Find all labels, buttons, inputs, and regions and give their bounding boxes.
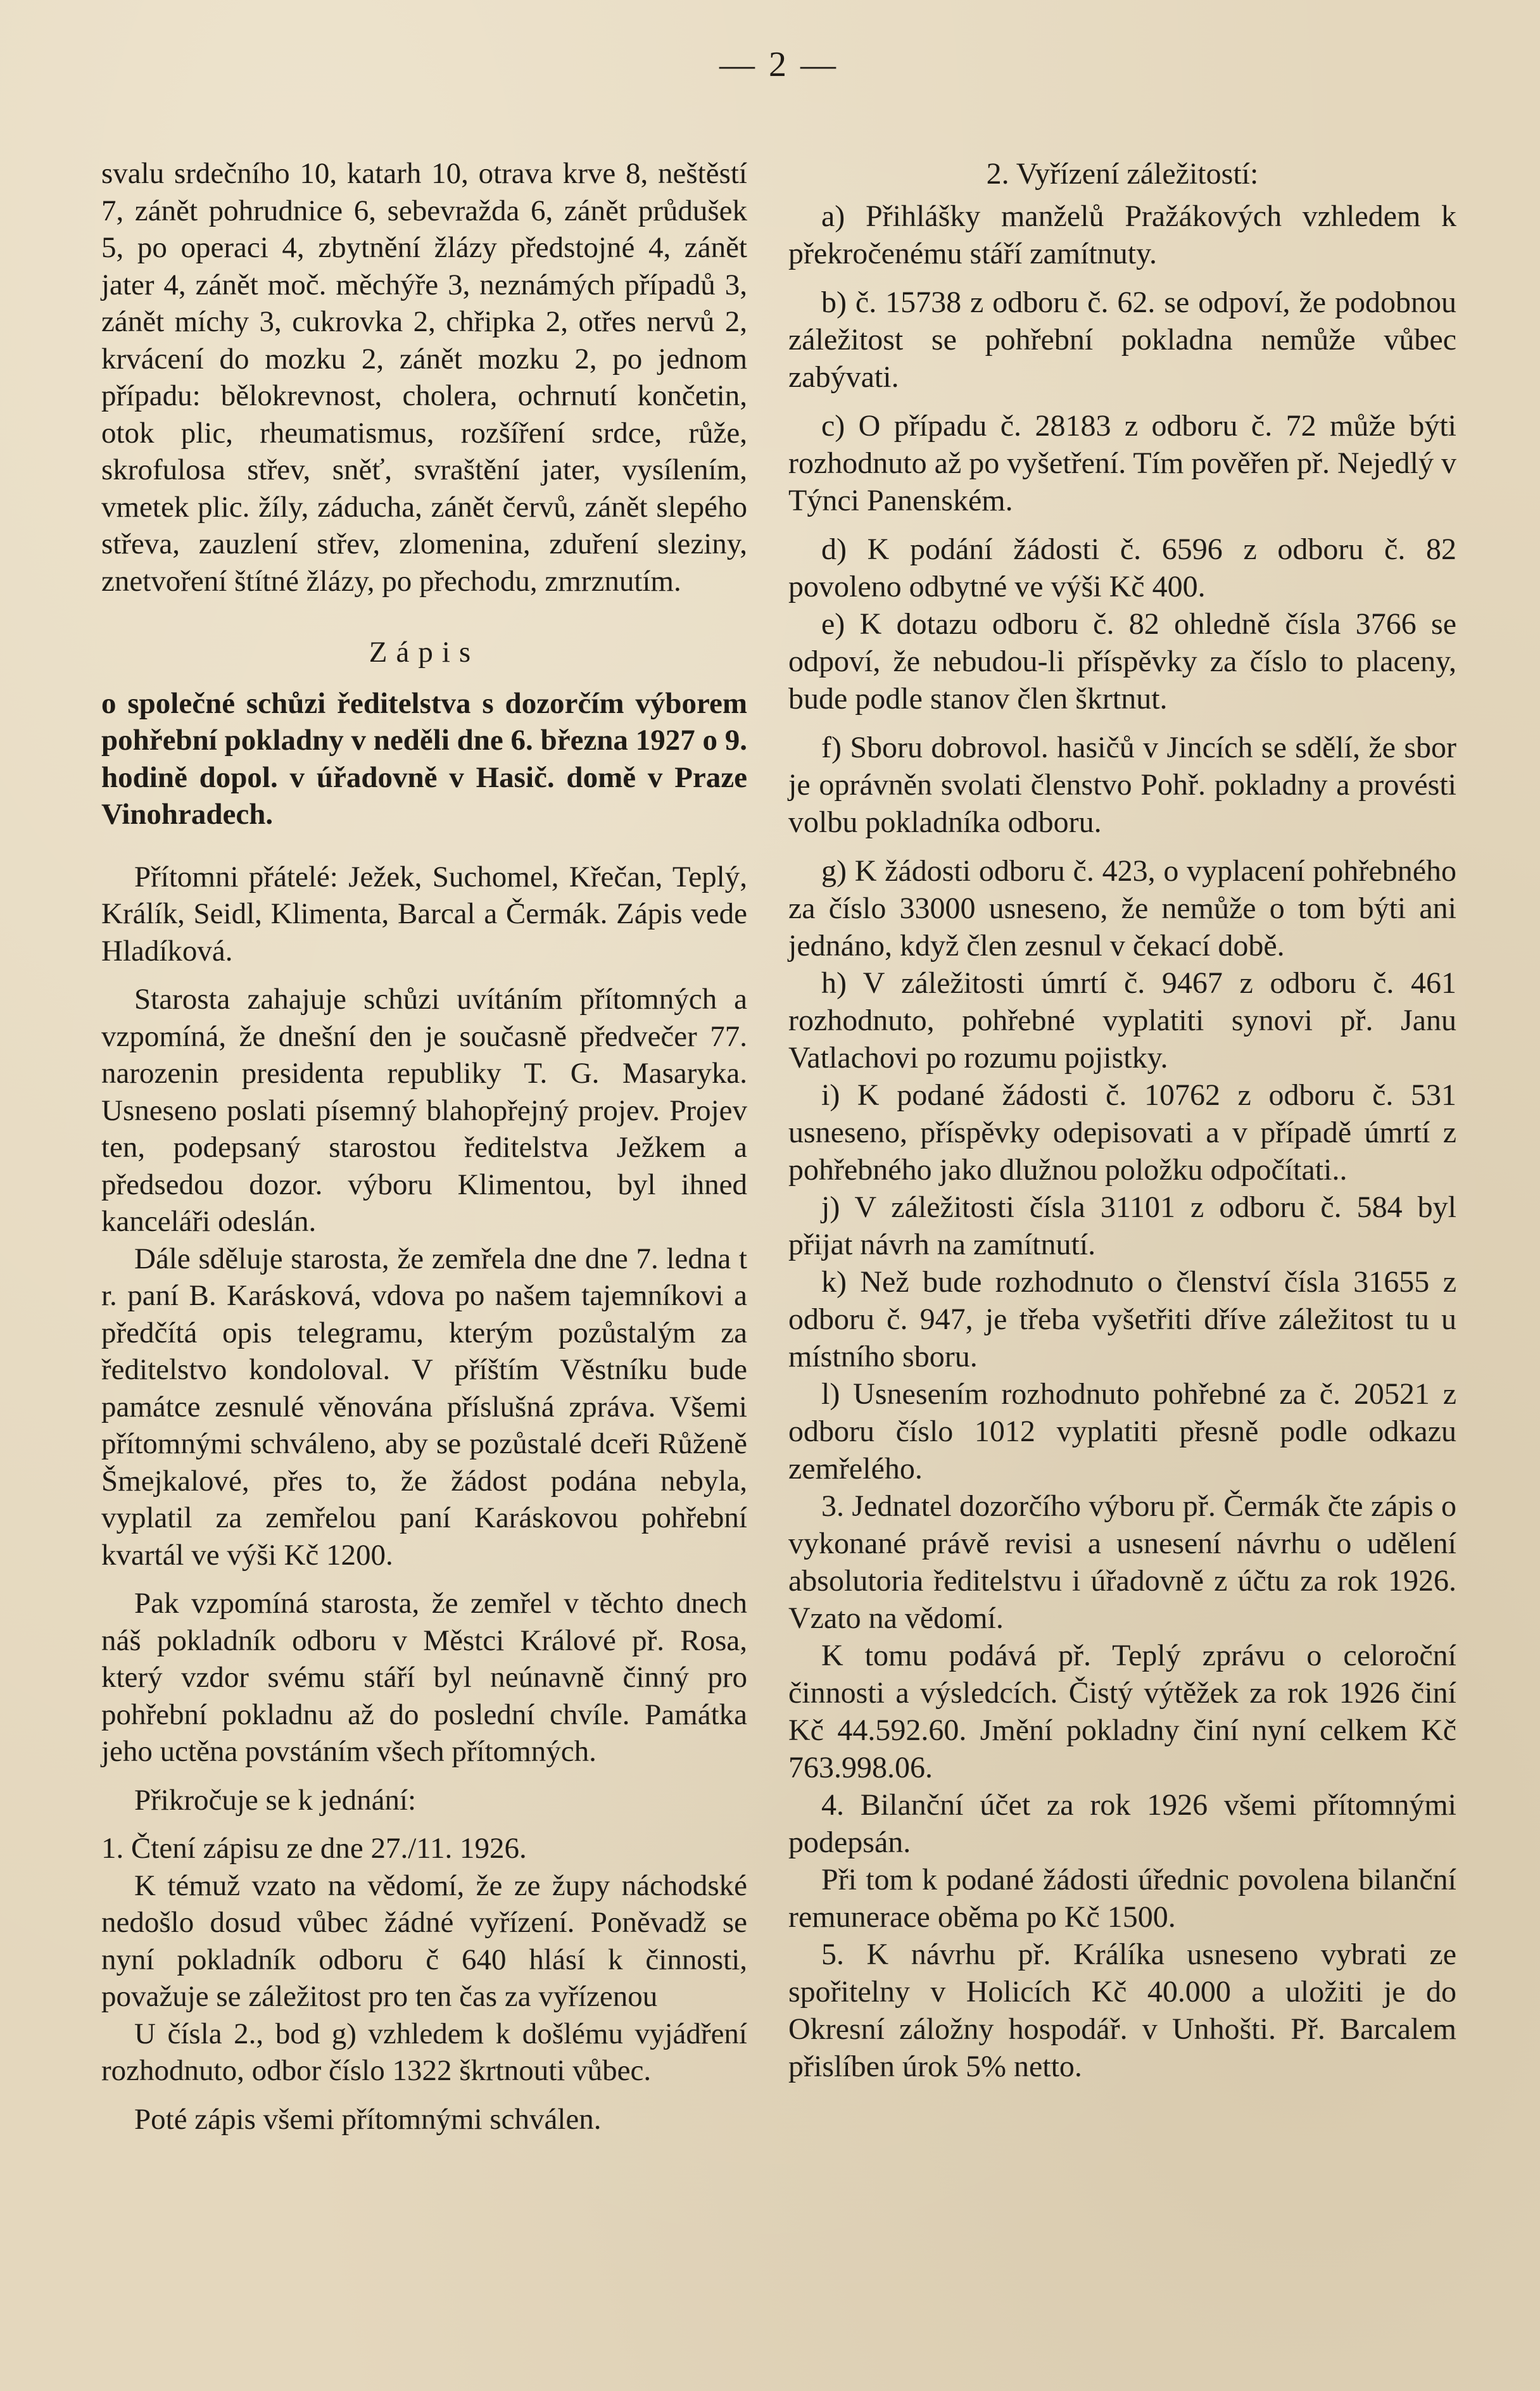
item-2j: j) V záležitosti čísla 31101 z odboru č. 584 byl přijat návrh na zamítnutí.: [788, 1190, 1456, 1261]
item-2c: c) O případu č. 28183 z odboru č. 72 může býti rozhodnuto až po vyšetření. Tím pověřen př. Nejedlý v Týnci Panenském.: [788, 409, 1456, 517]
item-1-paragraph-1: K témuž vzato na vědomí, že ze župy náchodské nedošlo dosud vůbec žádné vyřízení. Poněvadž se nyní pokladník odboru č 640 hlásí k činnosti, považuje se záležitost pro ten čas za vyřízenou: [101, 1869, 747, 2013]
item-1-paragraph-2: U čísla 2., bod g) vzhledem k došlému vyjádření rozhodnuto, odbor číslo 1322 škrtnouti vůbec.: [101, 2017, 747, 2087]
agenda-intro: Přikročuje se k jednání:: [134, 1783, 417, 1817]
item-2a: a) Přihlášky manželů Pražákových vzhledem k překročenému stáří zamítnuty.: [788, 199, 1456, 270]
item-2k: k) Než bude rozhodnuto o členství čísla 31655 z odboru č. 947, je třeba vyšetřiti dříve záležitost tu u místního sboru.: [788, 1265, 1456, 1373]
item-4-remuneration-paragraph: Při tom k podané žádosti úřednic povolena bilanční remunerace oběma po Kč 1500.: [788, 1863, 1456, 1934]
item-3-paragraph: 3. Jednatel dozorčího výboru př. Čermák čte zápis o vykonané právě revisi a usnesení návrhu o udělení absolutoria ředitelstvu i úřadovně z účtu za rok 1926. Vzato na vědomí.: [788, 1489, 1456, 1635]
item-3-report-paragraph: K tomu podává př. Teplý zprávu o celoroční činnosti a výsledcích. Čistý výtěžek za rok 1926 činí Kč 44.592.60. Jmění pokladny činí nyní celkem Kč 763.998.06.: [788, 1639, 1456, 1784]
item-2f: f) Sboru dobrovol. hasičů v Jincích se sdělí, že sbor je oprávněn svolati členstvo Pohř. pokladny a provésti volbu pokladníka odboru.: [788, 731, 1456, 839]
karaskova-paragraph: Dále sděluje starosta, že zemřela dne dne 7. ledna t r. paní B. Karásková, vdova po našem tajemníkovi a předčítá opis telegramu, kterým pozůstalým za ředitelstvo kondoloval. V příštím Věstníku bude památce zesnulé věnována příslušná zpráva. Všemi přítomnými schváleno, aby se pozůstalé dceři Růženě Šmejkalové, přes to, že žádost podána nebyla, vyplatil za zemřelou paní Karáskovou pohřební kvartál ve výši Kč 1200.: [101, 1242, 747, 1572]
item-2b: b) č. 15738 z odboru č. 62. se odpoví, že podobnou záležitost se pohřební pokladna nemůže vůbec zabývati.: [788, 286, 1456, 394]
page-number: — 2 —: [719, 45, 838, 84]
right-column: [788, 155, 1456, 2085]
item-2g: g) K žádosti odboru č. 423, o vyplacení pohřebného za číslo 33000 usneseno, že nemůže o tom býti ani jednáno, když člen zesnul v čekací době.: [788, 854, 1456, 962]
causes-of-death-paragraph: svalu srdečního 10, katarh 10, otrava krve 8, neštěstí 7, zánět pohrudnice 6, sebevražda 6, zánět průdušek 5, po operaci 4, zbytnění žlázy předstojné 4, zánět jater 4, zánět moč. měchýře 3, neznámých případů 3, zánět míchy 3, cukrovka 2, chřipka 2, otřes nervů 2, krvácení do mozku 2, zánět mozku 2, po jednom případu: bělokrevnost, cholera, ochrnutí končetin, otok plic, rheumatismus, rozšíření srdce, růže, skrofulosa střev, sněť, svraštění jater, vysílením, vmetek plic. žíly, záducha, zánět červů, zánět slepého střeva, zauzlení střev, zlomenina, zduření sleziny, znetvoření štítné žlázy, po přechodu, zmrznutím.: [101, 157, 747, 598]
item-1-title: 1. Čtení zápisu ze dne 27./11. 1926.: [101, 1832, 527, 1865]
left-column: [101, 155, 747, 2138]
zapis-heading: Zápis: [369, 636, 480, 669]
item-5-paragraph: 5. K návrhu př. Králíka usneseno vybrati ze spořitelny v Holicích Kč 40.000 a uložiti je do Okresní záložny hospodář. v Unhošti. Př. Barcalem přislíben úrok 5% netto.: [788, 1938, 1456, 2083]
item-2i: i) K podané žádosti č. 10762 z odboru č. 531 usneseno, příspěvky odepisovati a v případě úmrtí z pohřebného jako dlužnou položku odpočítati..: [788, 1078, 1456, 1187]
item-2l: l) Usnesením rozhodnuto pohřebné za č. 20521 z odboru číslo 1012 vyplatiti přesně podle odkazu zemřelého.: [788, 1377, 1456, 1486]
item-1-paragraph-3: Poté zápis všemi přítomnými schválen.: [134, 2102, 602, 2136]
item-2d: d) K podání žádosti č. 6596 z odboru č. 82 povoleno odbytné ve výši Kč 400.: [788, 533, 1456, 603]
present-members-paragraph: Přítomni přátelé: Ježek, Suchomel, Křečan, Teplý, Králík, Seidl, Klimenta, Barcal a Čermák. Zápis vede Hladíková.: [101, 860, 747, 968]
opening-paragraph: Starosta zahajuje schůzi uvítáním přítomných a vzpomíná, že dnešní den je současně předvečer 77. narozenin presidenta republiky T. G. Masaryka. Usneseno poslati písemný blahopřejný projev. Projev ten, podepsaný starostou ředitelstva Ježkem a předsedou dozor. výboru Klimentou, byl ihned kanceláři odeslán.: [101, 983, 747, 1238]
item-2e: e) K dotazu odboru č. 82 ohledně čísla 3766 se odpoví, že nebudou-li příspěvky za číslo to placeny, bude podle stanov člen škrtnut.: [788, 607, 1456, 716]
item-2h: h) V záležitosti úmrtí č. 9467 z odboru č. 461 rozhodnuto, pohřebné vyplatiti synovi př. Janu Vatlachovi po rozumu pojistky.: [788, 966, 1456, 1075]
item-2-title: 2. Vyřízení záležitostí:: [986, 157, 1259, 191]
rosa-paragraph: Pak vzpomíná starosta, že zemřel v těchto dnech náš pokladník odboru v Městci Králové př. Rosa, který vzdor svému stáří byl neúnavně činný pro pohřební pokladnu až do poslední chvíle. Památka jeho uctěna povstáním všech přítomných.: [101, 1587, 747, 1768]
meeting-title: o společné schůzi ředitelstva s dozorčím výborem pohřební pokladny v neděli dne 6. března 1927 o 9. hodině dopol. v úřadovně v Hasič. domě v Praze Vinohradech.: [101, 686, 747, 831]
item-4-paragraph: 4. Bilanční účet za rok 1926 všemi přítomnými podepsán.: [788, 1788, 1456, 1859]
